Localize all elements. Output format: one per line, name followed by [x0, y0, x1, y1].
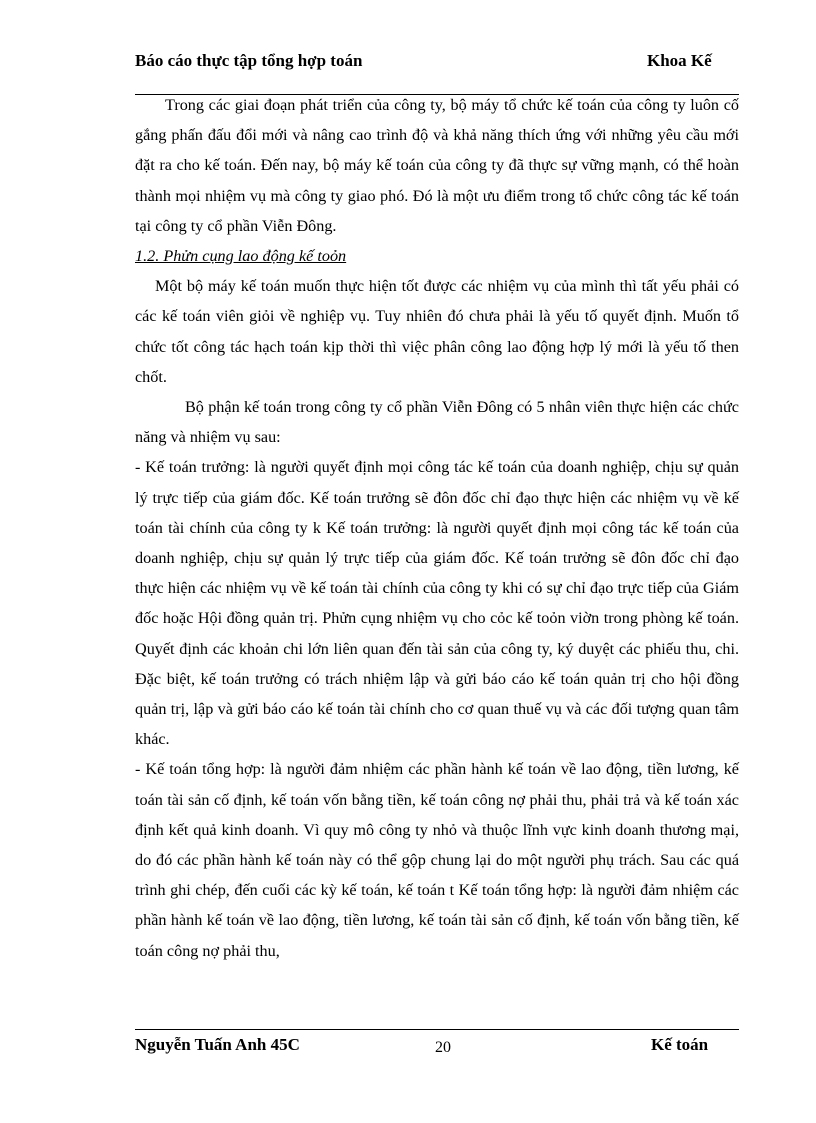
header-report-title: Báo cáo thực tập tổng hợp toán [135, 51, 363, 70]
footer-page-number: 20 [435, 1039, 451, 1056]
paragraph-intro: Trong các giai đoạn phát triển của công ty, bộ máy tổ chức kế toán của công ty luôn cố gắng phấn đấu đổi mới và nâng cao trình độ và khả năng thích ứng với những yêu cầu mới đặt ra cho kế toán. Đến nay, bộ máy kế toán của công ty đã thực sự vững mạnh, có thể hoàn thành mọi nhiệm vụ mà công ty giao phó. Đó là một ưu điểm trong tổ chức công tác kế toán tại công ty cổ phần Viễn Đông. [135, 96, 739, 235]
paragraph-general-accountant: - Kế toán tổng hợp: là người đảm nhiệm các phần hành kế toán về lao động, tiền lương, kế toán tài sản cố định, kế toán vốn bằng tiền, kế toán công nợ phải thu, phải trả và kế toán xác định kết quả kinh doanh. Vì quy mô công ty nhỏ và thuộc lĩnh vực kinh doanh thương mại, do đó các phần hành kế toán này có thể gộp chung lại do một người phụ trách. Sau các quá trình ghi chép, đến cuối các kỳ kế toán, kế toán t Kế toán tổng hợp: là người đảm nhiệm các phần hành kế toán về lao động, tiền lương, kế toán tài sản cố định, kế toán vốn bằng tiền, kế toán công nợ phải thu, [135, 760, 739, 960]
paragraph-requirements: Một bộ máy kế toán muốn thực hiện tốt được các nhiệm vụ của mình thì tất yếu phải có các kế toán viên giỏi về nghiệp vụ. Tuy nhiên đó chưa phải là yếu tố quyết định. Muốn tổ chức tốt công tác hạch toán kịp thời thì việc phân công lao động hợp lý mới là yếu tố then chốt. [135, 277, 739, 386]
footer-major: Kế toán [651, 1035, 709, 1054]
paragraph-chief-accountant: - Kế toán trưởng: là người quyết định mọi công tác kế toán của doanh nghiệp, chịu sự quản lý trực tiếp của giám đốc. Kế toán trưởng sẽ đôn đốc chỉ đạo thực hiện các nhiệm vụ về kế toán tài chính của công ty k Kế toán trưởng: là người quyết định mọi công tác kế toán của doanh nghiệp, chịu sự quản lý trực tiếp của giám đốc. Kế toán trưởng sẽ đôn đốc chỉ đạo thực hiện các nhiệm vụ về kế toán tài chính của công ty khi có sự chỉ đạo trực tiếp của Giám đốc hoặc Hội đồng quản trị. Phửn cụng nhiệm vụ cho cỏc kế toỏn viờn trong phòng kế toán. Quyết định các khoản chi lớn liên quan đến tài sản của công ty, ký duyệt các phiếu thu, chi. Đặc biệt, kế toán trưởng có trách nhiệm lập và gửi báo cáo kế toán quản trị cho hội đồng quản trị, lập và gửi báo cáo kế toán tài chính cho cơ quan thuế vụ và các đối tượng quan tâm khác. [135, 458, 739, 749]
page-body [135, 90, 739, 966]
header-department: Khoa Kế [647, 51, 712, 70]
footer-rule [135, 1029, 739, 1030]
page-footer [135, 1034, 739, 1080]
footer-author: Nguyễn Tuấn Anh 45C [135, 1035, 300, 1054]
paragraph-staff: Bộ phận kế toán trong công ty cổ phần Viễn Đông có 5 nhân viên thực hiện các chức năng và nhiệm vụ sau: [135, 398, 739, 447]
section-heading: 1.2. Phửn cụng lao động kế toỏn [135, 247, 347, 266]
